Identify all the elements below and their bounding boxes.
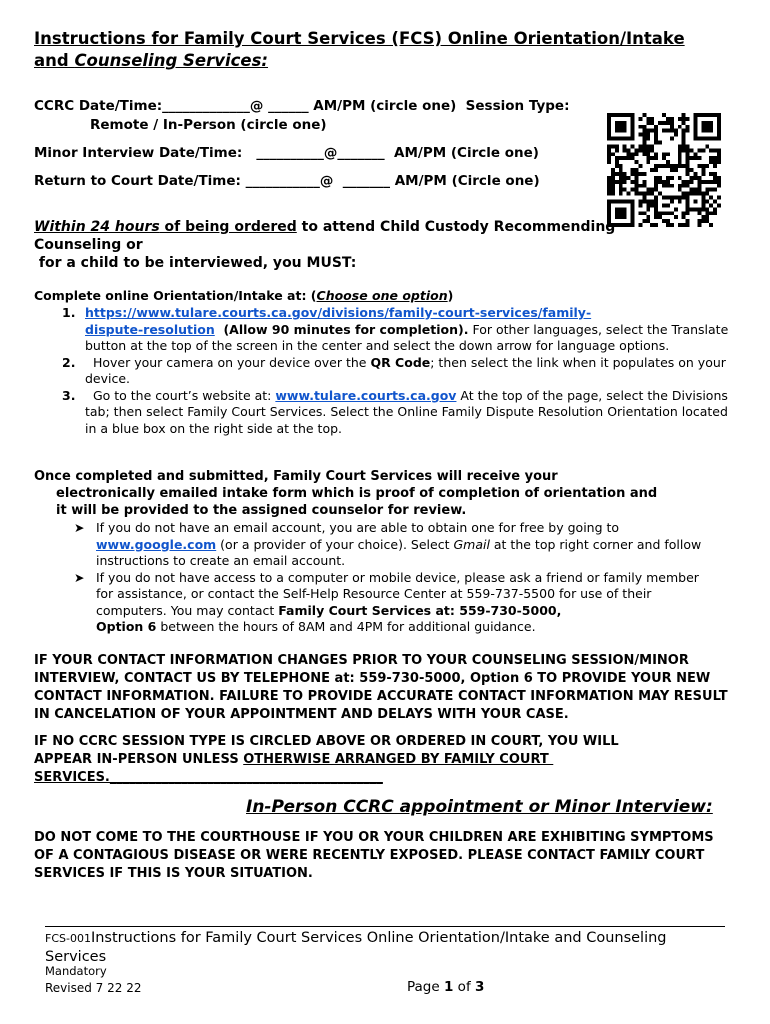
tulare-courts-link[interactable]: www.tulare.courts.ca.gov (275, 387, 457, 403)
session-notice-line-2-underlined: OTHERWISE ARRANGED BY FAMILY COURT (243, 752, 554, 767)
step-2-pre: Hover your camera on your device over the (85, 354, 371, 370)
page-number (407, 979, 484, 995)
step-1-text: For other languages, select the Translate button at the top of the screen in the center and select the down arrow for language options. (85, 321, 729, 353)
minor-interview-field: Minor Interview Date/Time: __________@_______ AM/PM (Circle one) (34, 145, 539, 161)
bullet-email-post: at the top right corner and follow instructions to create an email account. (96, 536, 702, 568)
session-type-notice (34, 733, 744, 787)
session-notice-line-1: IF NO CCRC SESSION TYPE IS CIRCLED ABOVE OR ORDERED IN COURT, YOU WILL (34, 734, 619, 749)
session-notice-line-2-pre: APPEAR IN-PERSON UNLESS (34, 752, 244, 767)
bullet-computer-pre: If you do not have access to a computer or mobile device, please ask a friend or family member for assistance, or contact the Self-Help Resource Center at 559-737-5500 for use of their computers. You may contact (96, 569, 699, 618)
page-total: 3 (475, 979, 485, 995)
orientation-lead-text: Complete online Orientation/Intake at: ( (34, 288, 317, 303)
in-person-heading: In-Person CCRC appointment or Minor Interview: (246, 797, 713, 817)
within-24-hours-paragraph (34, 218, 734, 272)
orientation-steps (34, 305, 759, 437)
form-title: Instructions for Family Court Services Online Orientation/Intake and Counseling Services (45, 930, 667, 965)
title-line-2-italic: Counseling Services: (74, 51, 269, 70)
title-line-1: Instructions for Family Court Services (FCS) Online Orientation/Intake (34, 29, 685, 48)
bullet-email-pre: If you do not have an email account, you are able to obtain one for free by going to (96, 520, 620, 535)
qr-code-icon[interactable] (607, 113, 721, 227)
session-notice-line-3: SERVICES.__________________________________________ (34, 770, 383, 785)
step-2 (34, 355, 759, 388)
step-3-text: At the top of the page, select the Divisions tab; then select Family Court Services. Select the Online Family Dispute Resolution Orientation located in a blue box on the right side at the top. (85, 387, 728, 436)
fcs-link-part-2[interactable]: dispute-resolution (85, 321, 215, 337)
within-line-1 (34, 218, 734, 236)
title-line-2 (34, 50, 744, 72)
within-line-3: for a child to be interviewed, you MUST: (34, 255, 357, 271)
fcs-link-part-1[interactable]: https://www.tulare.courts.ca.gov/divisions/family-court-services/family- (85, 305, 592, 320)
step-3-number: 3. (62, 387, 76, 403)
return-to-court-field: Return to Court Date/Time: ___________@ _______ AM/PM (Circle one) (34, 173, 540, 189)
orientation-lead (34, 287, 759, 305)
revised-date: Revised 7 22 22 (45, 981, 142, 995)
page-of: of (453, 979, 475, 995)
footer-title (45, 929, 725, 966)
document-title (34, 28, 744, 72)
within-italic: Within 24 hours (34, 219, 160, 235)
step-3-pre: Go to the court’s website at: (85, 387, 276, 403)
bullet-computer (34, 570, 734, 636)
step-1-bold: (Allow 90 minutes for completion). (214, 321, 469, 337)
bullet-email (34, 520, 734, 570)
bullet-computer-post: between the hours of 8AM and 4PM for additional guidance. (156, 619, 536, 634)
option-6: Option 6 (96, 619, 157, 634)
bullet-email-mid: (or a provider of your choice). Select (216, 536, 454, 552)
once-completed-section (34, 468, 734, 636)
arrow-bullet-icon: ➤ (74, 520, 85, 535)
qr-code-label: QR Code (370, 354, 431, 370)
step-1-number: 1. (62, 305, 76, 320)
page-current: 1 (443, 979, 454, 995)
arrow-bullet-icon: ➤ (74, 569, 85, 585)
once-line-2: electronically emailed intake form which is proof of completion of orientation and (56, 486, 658, 501)
step-1 (34, 305, 759, 355)
fcs-phone: Family Court Services at: 559-730-5000, (278, 602, 562, 618)
ccrc-date-time-field: CCRC Date/Time:_____________@ ______ AM/PM (circle one) Session Type: (34, 98, 570, 114)
within-line-2: Counseling or (34, 237, 143, 253)
once-line-3: it will be provided to the assigned counselor for review. (56, 503, 467, 518)
page-prefix: Page (407, 979, 444, 995)
session-notice-line-2 (34, 751, 744, 769)
form-code: FCS-001 (45, 932, 91, 945)
orientation-section (34, 287, 759, 437)
step-2-number: 2. (62, 354, 76, 370)
contagious-disease-notice: DO NOT COME TO THE COURTHOUSE IF YOU OR YOUR CHILDREN ARE EXHIBITING SYMPTOMS OF A CONTAGIOUS DISEASE OR WERE RECENTLY EXPOSED. PLEASE CONTACT FAMILY COURT SERVICES IF THIS IS YOUR SITUATION. (34, 830, 714, 881)
google-link[interactable]: www.google.com (96, 536, 217, 552)
once-line-1: Once completed and submitted, Family Court Services will receive your (34, 469, 558, 484)
choose-one-option: Choose one option (316, 288, 448, 303)
contact-change-notice: IF YOUR CONTACT INFORMATION CHANGES PRIOR TO YOUR COUNSELING SESSION/MINOR INTERVIEW, CONTACT US BY TELEPHONE at: 559-730-5000, Option 6 TO PROVIDE YOUR NEW CONTACT INFORMATION. FAILURE TO PROVIDE ACCURATE CONTACT INFORMATION MAY RESULT IN CANCELATION OF YOUR APPOINTMENT AND DELAYS WITH YOUR CASE. (34, 653, 728, 722)
footer-divider (45, 926, 725, 927)
orientation-lead-close: ) (447, 288, 454, 303)
title-line-2-prefix: and (34, 51, 75, 70)
step-3 (34, 388, 759, 438)
session-type-options: Remote / In-Person (circle one) (90, 117, 327, 133)
within-rest: to attend Child Custody Recommending (296, 219, 616, 235)
gmail-label: Gmail (453, 536, 490, 552)
within-underlined: of being ordered (159, 219, 297, 235)
step-2-text: ; then select the link when it populates on your device. (85, 354, 726, 386)
once-completed-text (34, 468, 734, 519)
mandatory-label: Mandatory (45, 964, 107, 978)
